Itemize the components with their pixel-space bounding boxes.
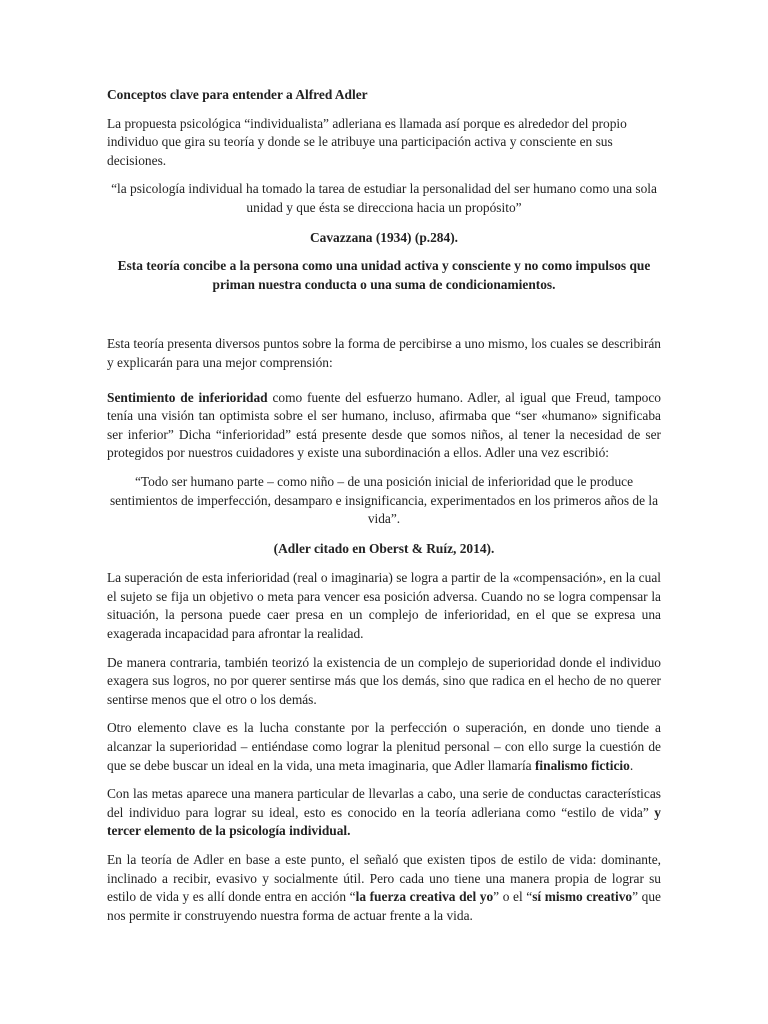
lifestyle-types-paragraph: [107, 851, 661, 925]
intro-paragraph: La propuesta psicológica “individualista” adleriana es llamada así porque es alrededor del propio individuo que gira su teoría y donde se le atribuye una participación activa y consciente en sus decisiones.: [107, 115, 627, 168]
types-text-3: ” que nos permite ir construyendo nuestra forma de actuar frente a la vida.: [107, 889, 661, 923]
cavazzana-citation: Cavazzana (1934) (p.284).: [309, 229, 459, 245]
lifestyle-paragraph: [107, 785, 661, 841]
thesis-statement: Esta teoría concibe a la persona como una unidad activa y consciente y no como impulsos que priman nuestra conducta o una suma de condicionamientos.: [117, 258, 651, 292]
inferiority-text: como fuente del esfuerzo humano. Adler, al igual que Freud, tampoco tenía una visión tan optimista sobre el ser humano, incluso, afirmaba que “ser «humano» significaba ser inferior” Dicha “inferioridad” está presente desde que somos niños, al tener la necesidad de ser protegidos por nuestros cuidadores y existe una subordinación a ellos. Adler una vez escribió:: [107, 389, 661, 461]
document-page: [107, 86, 661, 925]
perfection-term: finalismo ficticio: [534, 757, 630, 773]
perfection-paragraph: [107, 719, 661, 775]
adler-quote: “Todo ser humano parte – como niño – de una posición inicial de inferioridad que le produce sentimientos de imperfección, desamparo e insignificancia, experimentados en los primeros años de la vida”.: [109, 473, 659, 527]
inferiority-paragraph: [107, 389, 661, 463]
lifestyle-text: Con las metas aparece una manera particular de llevarlas a cabo, una serie de conductas características del individuo para lograr su ideal, esto es conocido en la teoría adleriana como “estilo de vida”: [107, 786, 661, 820]
creative-force-term: la fuerza creativa del yo: [355, 889, 494, 905]
perfection-end: .: [629, 757, 634, 773]
adler-citation: (Adler citado en Oberst & Ruíz, 2014).: [273, 540, 495, 556]
cavazzana-quote: “la psicología individual ha tomado la tarea de estudiar la personalidad del ser humano como una sola unidad y que ésta se direcciona hacia un propósito”: [111, 181, 657, 215]
compensation-paragraph: La superación de esta inferioridad (real o imaginaria) se logra a partir de la «compensación», en la cual el sujeto se fija un objetivo o meta para vencer esa posición adversa. Cuando no se logra compensar la situación, la persona puede caer presa en un complejo de inferioridad, en el que se expresa una exagerada incapacidad para afrontar la realidad.: [107, 570, 661, 642]
document-title: Conceptos clave para entender a Alfred Adler: [107, 87, 368, 102]
perfection-text: Otro elemento clave es la lucha constante por la perfección o superación, en donde uno tiende a alcanzar la superioridad – entiéndase como lograr la plenitud personal – con ello surge la cuestión de que se debe buscar un ideal en la vida, una meta imaginaria, que Adler llamaría: [107, 720, 661, 773]
lifestyle-term: y tercer elemento de la psicología individual.: [107, 804, 661, 839]
types-text-1: En la teoría de Adler en base a este punto, el señaló que existen tipos de estilo de vida: dominante, inclinado a recibir, evasivo y socialmente útil. Pero cada uno tiene una manera propia de lograr su estilo de vida y es allí donde entra en acción “: [107, 852, 661, 905]
superiority-paragraph: De manera contraria, también teorizó la existencia de un complejo de superioridad donde el individuo exagera sus logros, no por querer sentirse más que los demás, sino que radica en el hecho de no querer sentirse menos que el otro o los demás.: [107, 654, 661, 707]
types-text-2: ” o el “: [493, 889, 533, 905]
creative-self-term: sí mismo creativo: [532, 889, 633, 905]
inferiority-term: Sentimiento de inferioridad: [107, 389, 268, 405]
points-intro-paragraph: Esta teoría presenta diversos puntos sobre la forma de percibirse a uno mismo, los cuales se describirán y explicarán para una mejor comprensión:: [107, 336, 661, 370]
